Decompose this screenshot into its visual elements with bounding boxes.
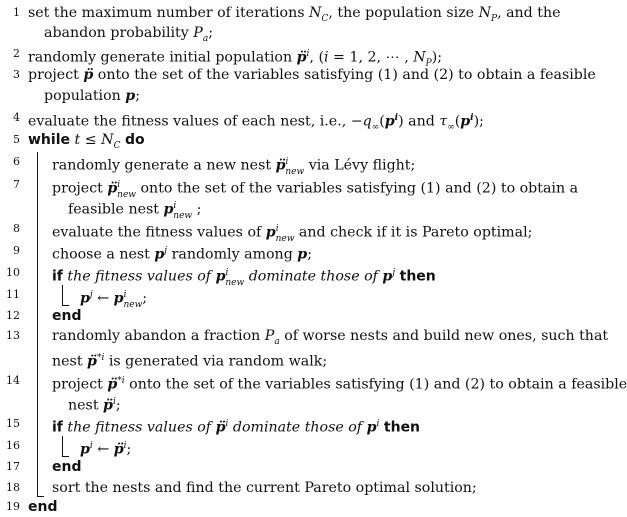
line-text: evaluate the fitness values of each nest, i.e., $-q_\infty(p^i)$ and $\tau_\infty(p^i)$;: [28, 113, 484, 133]
keyword-end: end: [28, 499, 58, 515]
line-text: project p̈$^{*i}$ onto the set of the variables satisfying (1) and (2) to obtain a feasible: [52, 376, 627, 393]
line-number: 1: [13, 6, 20, 19]
line-number: 8: [13, 222, 20, 235]
if-block-bar-2: [62, 436, 63, 456]
if-block-bar-1: [62, 285, 63, 305]
line-number: 3: [13, 68, 20, 81]
line-number: 4: [13, 111, 20, 124]
line-text: randomly generate a new nest p̈$^i_{new}$ via Lévy flight;: [52, 157, 416, 177]
line-text: abandon probability $P_a$;: [44, 25, 213, 44]
keyword-while: while: [28, 132, 70, 148]
keyword-if: if: [52, 268, 63, 285]
line-text: feasible nest $p^i_{new}$ ;: [68, 201, 202, 221]
line-text: if the fitness values of $p^i_{new}$ dominate those of $p^j$ then: [52, 268, 436, 288]
line-number: 5: [13, 133, 20, 146]
line-text: project p̈ onto the set of the variables satisfying (1) and (2) to obtain a feasible: [28, 67, 596, 83]
line-text: $p^j$ ← $p^i_{new}$;: [80, 290, 148, 310]
if-block-tick-1: [62, 305, 69, 306]
line-text: $p^i$ ← p̈$^i$;: [80, 441, 132, 458]
line-text: choose a nest $p^j$ randomly among p;: [52, 246, 312, 263]
line-number: 10: [6, 266, 20, 279]
line-text: if the fitness values of p̈$^i$ dominate those of $p^i$ then: [52, 419, 421, 436]
line-number: 12: [6, 309, 20, 322]
while-block-bar: [37, 152, 38, 496]
if-block-tick-2: [62, 456, 69, 457]
keyword-then: then: [399, 268, 436, 285]
line-text: project p̈$^i_{new}$ onto the set of the variables satisfying (1) and (2) to obtain a: [52, 180, 579, 200]
keyword-end: end: [52, 459, 82, 475]
line-text: randomly abandon a fraction $P_a$ of worse nests and build new ones, such that: [52, 328, 609, 347]
line-number: 11: [6, 288, 20, 301]
while-block-tick: [37, 496, 44, 497]
line-number: 17: [6, 460, 20, 473]
line-text: sort the nests and find the current Pareto optimal solution;: [52, 480, 477, 496]
line-text: population p;: [44, 88, 140, 104]
line-number: 16: [6, 439, 20, 452]
line-number: 13: [6, 329, 20, 342]
line-number: 7: [13, 178, 20, 191]
line-number: 9: [13, 244, 20, 257]
line-number: 18: [6, 481, 20, 494]
line-text: while $t \le N_C$ do: [28, 132, 145, 151]
keyword-do: do: [124, 132, 145, 148]
line-number: 6: [13, 155, 20, 168]
line-text: nest p̈$^{*i}$ is generated via random walk;: [52, 353, 328, 370]
line-text: randomly generate initial population p̈$^i$, (i = 1, 2, ⋯ , $N_P$);: [28, 49, 443, 69]
keyword-end: end: [52, 308, 82, 324]
line-number: 14: [6, 374, 20, 387]
line-text: set the maximum number of iterations $N_C$, the population size $N_P$, and the: [28, 5, 561, 24]
line-number: 15: [6, 417, 20, 430]
keyword-then: then: [383, 419, 421, 436]
keyword-if: if: [52, 419, 63, 436]
line-number: 19: [6, 500, 20, 513]
line-text: nest p̈$^i$;: [68, 397, 121, 414]
line-number: 2: [13, 47, 20, 60]
line-text: evaluate the fitness values of $p^i_{new}$ and check if it is Pareto optimal;: [52, 224, 533, 244]
